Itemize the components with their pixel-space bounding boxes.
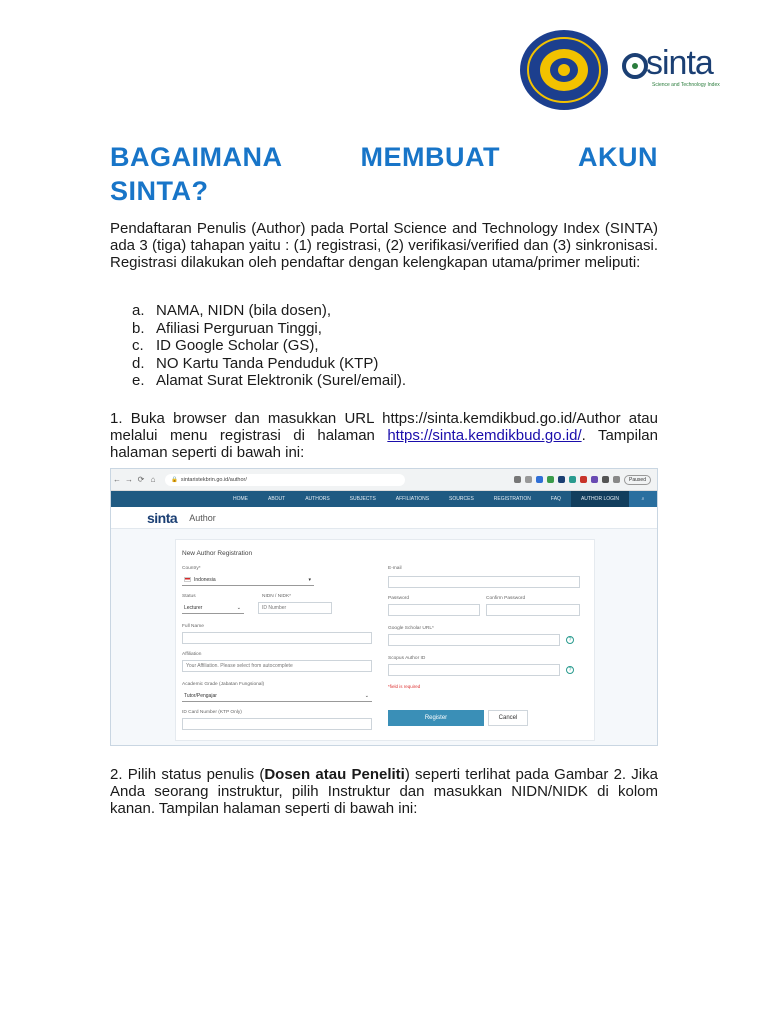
title-word: AKUN: [577, 142, 658, 172]
menu-item[interactable]: AUTHOR LOGIN: [571, 491, 629, 507]
key-icon: [514, 476, 521, 483]
menu-item[interactable]: AUTHORS: [305, 496, 330, 502]
extension-purple-icon: [591, 476, 598, 483]
step1-text-after: . Tampilan halaman seperti di bawah ini:: [110, 427, 658, 461]
extension-green-icon: [547, 476, 554, 483]
required-note: *field is required: [388, 684, 421, 689]
step2-bold: Dosen atau Peneliti: [264, 766, 405, 783]
scopus-help-icon[interactable]: ?: [566, 666, 574, 674]
list-item-text: NO Kartu Tanda Penduduk (KTP): [156, 354, 379, 372]
lock-icon: 🔒: [171, 476, 178, 483]
step1-paragraph: [110, 410, 658, 461]
google-scholar-label: Google Scholar URL*: [388, 626, 434, 631]
google-scholar-input[interactable]: [388, 634, 560, 646]
extension-gray-icon: [602, 476, 609, 483]
list-marker: c.: [132, 337, 144, 354]
site-header: [111, 507, 657, 529]
fullname-label: Full Name: [182, 624, 204, 629]
affiliation-label: Affiliation: [182, 652, 202, 657]
list-marker: a.: [132, 302, 145, 319]
menu-item[interactable]: ABOUT: [267, 496, 286, 502]
back-icon: ←: [113, 475, 121, 484]
sinta-logo: [622, 44, 740, 94]
list-item: [132, 320, 406, 338]
grade-value: Tutor/Pengajar: [184, 692, 217, 699]
browser-toolbar: [111, 469, 657, 491]
url-text: sintaristekbrin.go.id/author/: [180, 476, 247, 483]
country-label: Country*: [182, 566, 201, 571]
url-bar: [165, 474, 405, 486]
sinta-logo-tagline: Science and Technology Index: [652, 82, 720, 88]
list-marker: d.: [132, 354, 145, 372]
country-select[interactable]: [182, 574, 314, 586]
list-item-text: Afiliasi Perguruan Tinggi,: [156, 319, 322, 337]
status-value: Lecturer: [184, 604, 203, 611]
step1-text-before: 1. Buka browser dan masukkan URL https://sinta.kemdikbud.go.id/Author atau melalui menu registrasi di halaman: [110, 410, 658, 444]
list-marker: e.: [132, 372, 145, 389]
page-title: [110, 140, 658, 208]
title-line-1: [110, 140, 658, 174]
indonesia-flag-icon: [184, 577, 191, 582]
country-value: Indonesia: [194, 576, 216, 583]
menu-item[interactable]: AFFILIATIONS: [395, 496, 430, 502]
search-icon[interactable]: ⌕: [629, 491, 657, 507]
list-item-text: Alamat Surat Elektronik (Surel/email).: [156, 372, 407, 389]
menu-item[interactable]: HOME: [232, 496, 248, 502]
title-word: BAGAIMANA: [110, 142, 283, 172]
password-label: Password: [388, 596, 410, 601]
gs-help-icon[interactable]: ?: [566, 636, 574, 644]
register-button[interactable]: Register: [388, 710, 484, 726]
form-title: New Author Registration: [182, 550, 253, 557]
list-item: [132, 355, 406, 373]
title-line-2: SINTA?: [110, 176, 209, 206]
umt-logo: [518, 28, 610, 112]
step2-paragraph: [110, 766, 658, 817]
extension-blue-icon: [536, 476, 543, 483]
extension-red-icon: [580, 476, 587, 483]
extension-icons: [514, 475, 651, 485]
extension-teal-icon: [569, 476, 576, 483]
email-input[interactable]: [388, 576, 580, 588]
cancel-button[interactable]: Cancel: [488, 710, 528, 726]
confirm-password-input[interactable]: [486, 604, 580, 616]
site-logo: sinta: [147, 509, 178, 526]
chevron-down-icon: ⌄: [236, 604, 241, 611]
requirements-list: [132, 302, 406, 390]
sinta-logo-word: sinta: [646, 44, 713, 82]
sinta-link[interactable]: https://sinta.kemdikbud.go.id/: [387, 427, 582, 444]
list-marker: b.: [132, 319, 145, 337]
status-select[interactable]: [182, 602, 244, 614]
list-item-text: NAMA, NIDN (bila dosen),: [156, 302, 332, 319]
grade-label: Academic Grade (Jabatan Fungsional): [182, 682, 265, 687]
password-input[interactable]: [388, 604, 480, 616]
step2-text-after: ) seperti terlihat pada Gambar 2. Jika Anda seorang instruktur, pilih Instruktur dan masukkan NIDN/NIDK di kolom kanan. Tampilan halaman seperti di bawah ini:: [110, 766, 658, 817]
list-item-text: ID Google Scholar (GS),: [156, 337, 319, 354]
idcard-input[interactable]: [182, 718, 372, 730]
idcard-label: ID Card Number (KTP Only): [182, 710, 242, 715]
menu-item[interactable]: SOURCES: [449, 496, 474, 502]
email-label: E-mail: [388, 566, 402, 571]
intro-paragraph: Pendaftaran Penulis (Author) pada Portal Science and Technology Index (SINTA) ada 3 (tiga) tahapan yaitu : (1) registrasi, (2) verifikasi/verified dan (3) sinkronisasi. Registrasi dilakukan oleh pendaftar dengan kelengkapan utama/primer meliputi:: [110, 220, 658, 271]
chevron-down-icon: ⌄: [364, 692, 369, 699]
reload-icon: ⟳: [137, 475, 145, 484]
caret-down-icon: ▾: [308, 576, 311, 583]
grade-select[interactable]: [182, 690, 372, 702]
puzzle-icon: [613, 476, 620, 483]
scopus-input[interactable]: [388, 664, 560, 676]
affiliation-input[interactable]: Your Affiliation. Please select from autocomplete: [182, 660, 372, 672]
registration-form: [175, 539, 595, 741]
nidn-label: NIDN / NIDK*: [262, 594, 292, 599]
status-label: Status: [182, 594, 196, 599]
list-item: [132, 302, 406, 320]
star-icon: [525, 476, 532, 483]
fullname-input[interactable]: [182, 632, 372, 644]
confirm-password-label: Confirm Password: [486, 596, 526, 601]
menu-item[interactable]: FAQ: [550, 496, 561, 502]
forward-icon: →: [125, 475, 133, 484]
step2-text-before: 2. Pilih status penulis (: [110, 766, 265, 783]
menu-item[interactable]: SUBJECTS: [349, 496, 376, 502]
registration-screenshot: [110, 468, 658, 746]
profile-paused: Paused: [624, 475, 651, 485]
nidn-input[interactable]: ID Number: [258, 602, 332, 614]
site-section-title: Author: [189, 512, 216, 523]
list-item: [132, 337, 406, 355]
site-menu: [111, 491, 657, 507]
extension-navy-icon: [558, 476, 565, 483]
scopus-label: Scopus Author ID: [388, 656, 426, 661]
menu-item[interactable]: REGISTRATION: [493, 496, 531, 502]
home-icon: ⌂: [150, 475, 156, 484]
list-item: [132, 372, 406, 390]
title-word: MEMBUAT: [360, 142, 500, 172]
